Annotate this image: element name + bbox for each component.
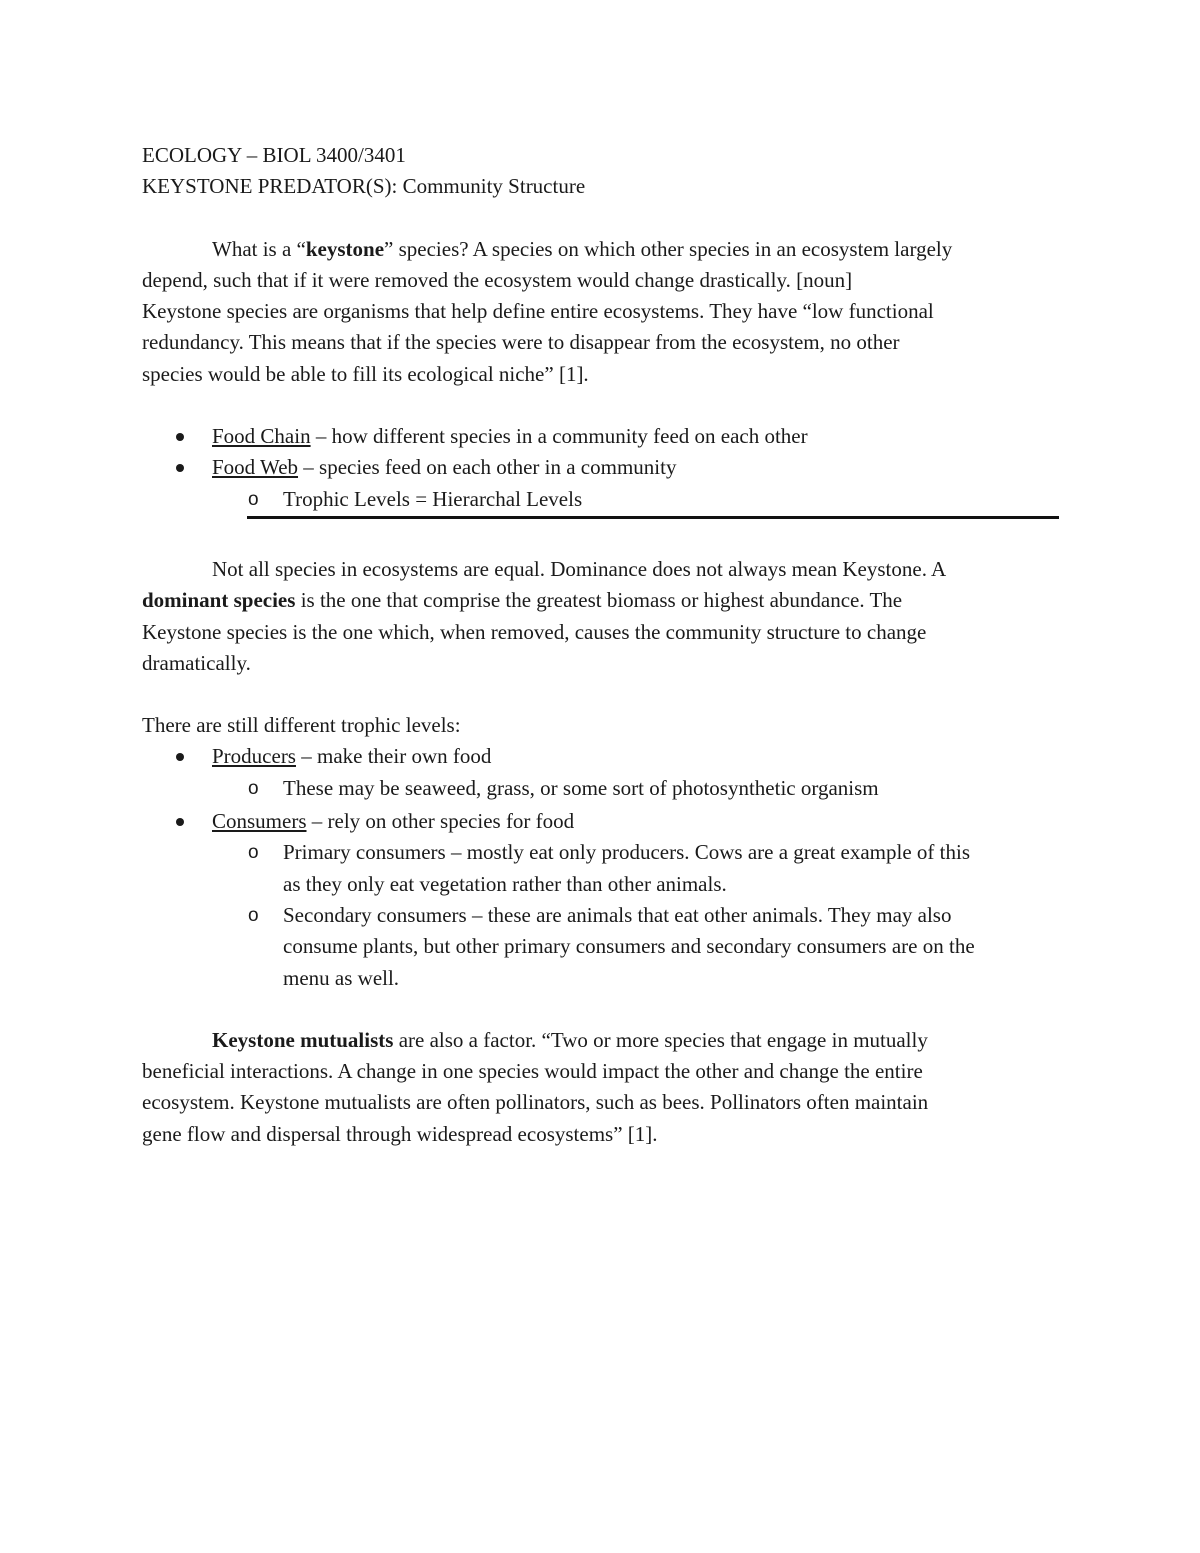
circle-bullet-icon: o	[248, 777, 259, 799]
intro-line-5: species would be able to fill its ecological niche” [1].	[142, 361, 589, 386]
dominance-paragraph	[142, 554, 1062, 679]
list-subitem: o These may be seaweed, grass, or some sort of photosynthetic organism	[142, 773, 1062, 804]
mutualists-line-2: beneficial interactions. A change in one species would impact the other and change the entire	[142, 1059, 923, 1084]
keystone-mutualists-term: Keystone mutualists	[212, 1027, 394, 1052]
circle-bullet-icon: o	[248, 904, 259, 926]
course-title: ECOLOGY – BIOL 3400/3401	[142, 143, 406, 167]
food-chain-term: Food Chain	[212, 424, 311, 449]
producers-term: Producers	[212, 744, 296, 769]
list-subitem: o Secondary consumers – these are animals that eat other animals. They may also consume plants, but other primary consumers and secondary consumers are on the menu as well.	[142, 900, 1062, 994]
list-item: Food Chain – how different species in a community feed on each other	[142, 421, 1062, 452]
trophic-section	[142, 710, 1062, 994]
intro-line-3: Keystone species are organisms that help define entire ecosystems. They have “low functional	[142, 299, 934, 324]
intro-line-2: depend, such that if it were removed the ecosystem would change drastically. [noun]	[142, 267, 853, 292]
keystone-term: keystone	[305, 236, 385, 261]
intro-line-1: What is a “keystone” species? A species on which other species in an ecosystem largely	[212, 236, 953, 261]
bullet-icon	[176, 464, 184, 472]
list-subitem: o Primary consumers – mostly eat only producers. Cows are a great example of this as they only eat vegetation rather than other animals.	[142, 837, 1062, 900]
mutualists-line-3: ecosystem. Keystone mutualists are often pollinators, such as bees. Pollinators often maintain	[142, 1090, 929, 1115]
list-item: Food Web – species feed on each other in a community	[142, 452, 1062, 483]
mutualists-line-1: Keystone mutualists are also a factor. “Two or more species that engage in mutually	[212, 1027, 928, 1052]
food-web-term: Food Web	[212, 455, 299, 480]
topic-title: KEYSTONE PREDATOR(S): Community Structure	[142, 174, 586, 199]
bullet-icon	[176, 433, 184, 441]
list-subitem: o Trophic Levels = Hierarchal Levels	[142, 484, 1062, 515]
circle-bullet-icon: o	[248, 488, 259, 510]
list-item: Consumers – rely on other species for food	[142, 806, 1062, 837]
intro-paragraph	[142, 234, 1062, 390]
consumers-term: Consumers	[212, 809, 307, 834]
dominance-line-1: Not all species in ecosystems are equal. Dominance does not always mean Keystone. A	[212, 556, 947, 581]
dominance-line-3: Keystone species is the one which, when removed, causes the community structure to change	[142, 619, 927, 644]
bullet-icon	[176, 753, 184, 761]
dominance-line-2: dominant species is the one that comprise the greatest biomass or highest abundance. The	[142, 588, 903, 613]
document-page	[142, 140, 1062, 1150]
mutualists-line-4: gene flow and dispersal through widespread ecosystems” [1].	[142, 1121, 658, 1146]
bullet-icon	[176, 818, 184, 826]
mutualists-paragraph	[142, 1025, 1062, 1150]
dominance-line-4: dramatically.	[142, 650, 251, 675]
circle-bullet-icon: o	[248, 842, 259, 864]
trophic-intro: There are still different trophic levels:	[142, 713, 461, 738]
list-item: Producers – make their own food	[142, 741, 1062, 772]
intro-line-4: redundancy. This means that if the species were to disappear from the ecosystem, no other	[142, 330, 900, 355]
food-list	[142, 421, 1062, 519]
dominant-species-term: dominant species	[142, 588, 296, 613]
